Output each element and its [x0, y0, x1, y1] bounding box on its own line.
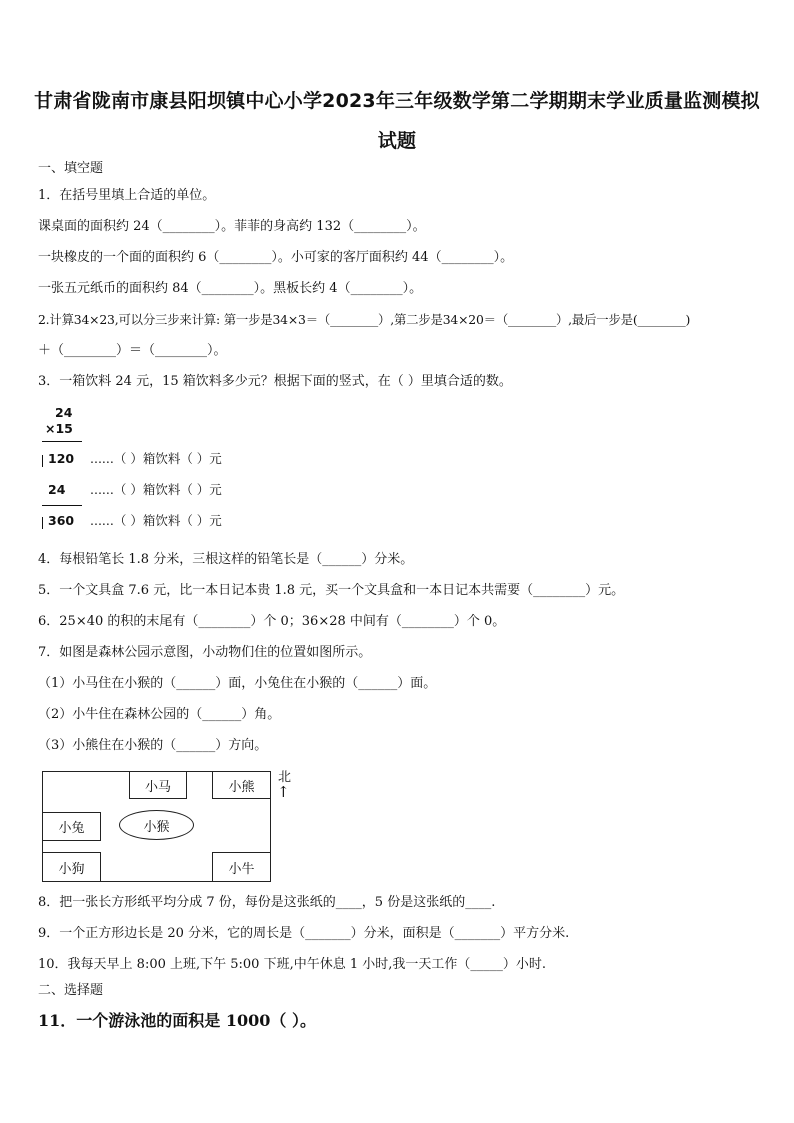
calc-rule-bottom [42, 505, 82, 506]
question-9: 9．一个正方形边长是 20 分米，它的周长是（_______）分米，面积是（_______）平方分米. [38, 926, 570, 941]
map-cell-monkey: 小猴 [119, 810, 194, 840]
question-7-sub-3: （3）小熊住在小猴的（______）方向。 [38, 738, 268, 753]
map-cell-cow: 小牛 [212, 852, 271, 882]
calc-multiplier: ×15 [45, 421, 73, 436]
question-2-line-2: ＋（________）＝（________）。 [38, 343, 227, 358]
calc-tick [42, 455, 43, 467]
question-3-stem: 3．一箱饮料 24 元，15 箱饮料多少元？根据下面的竖式，在（ ）里填合适的数。 [38, 374, 512, 389]
calc-multiplicand: 24 [55, 405, 73, 420]
page-title-line2: 试题 [377, 130, 417, 152]
map-cell-dog: 小狗 [42, 852, 101, 882]
calc-row-3-value: 360 [48, 513, 75, 528]
question-10: 10．我每天早上 8:00 上班,下午 5:00 下班,中午休息 1 小时,我一天工作（_____）小时. [38, 957, 547, 972]
page-title-line1: 甘肃省陇南市康县阳坝镇中心小学2023年三年级数学第二学期期末学业质量监测模拟 [34, 90, 760, 112]
question-6: 6．25×40 的积的末尾有（________）个 0；36×28 中间有（________）个 0。 [38, 614, 506, 629]
question-1-stem: 1．在括号里填上合适的单位。 [38, 188, 216, 203]
forest-park-map [42, 771, 271, 882]
calc-row-1-value: 120 [48, 451, 75, 466]
calc-row-3-text: ......（ ）箱饮料（ ）元 [90, 513, 222, 528]
question-2-line-1: 2.计算34×23,可以分三步来计算: 第一步是34×3＝（________）,第二步是34×20＝（________）,最后一步是(________) [38, 312, 691, 327]
question-7-sub-1: （1）小马住在小猴的（______）面，小兔住在小猴的（______）面。 [38, 676, 437, 691]
question-7-stem: 7．如图是森林公园示意图，小动物们住的位置如图所示。 [38, 645, 372, 660]
map-cell-bear: 小熊 [212, 771, 271, 799]
north-label: 北 [278, 770, 292, 785]
question-1-line-3: 一张五元纸币的面积约 84（________）。黑板长约 4（________）。 [38, 281, 423, 296]
calc-rule-top [42, 441, 82, 442]
question-8: 8．把一张长方形纸平均分成 7 份，每份是这张纸的____，5 份是这张纸的____. [38, 895, 496, 910]
calc-row-2-value: 24 [48, 482, 66, 497]
question-11: 11．一个游泳池的面积是 1000（ ）。 [38, 1011, 316, 1030]
question-5: 5．一个文具盒 7.6 元，比一本日记本贵 1.8 元，买一个文具盒和一本日记本共需要（________）元。 [38, 583, 625, 598]
calc-row-2-text: ......（ ）箱饮料（ ）元 [90, 482, 222, 497]
north-arrow-icon: ↑ [277, 783, 290, 801]
map-cell-horse: 小马 [129, 771, 187, 799]
section-fill-in: 一、填空题 [38, 161, 104, 176]
calc-tick-2 [42, 517, 43, 529]
question-4: 4．每根铅笔长 1.8 分米，三根这样的铅笔长是（______）分米。 [38, 552, 414, 567]
section-choice: 二、选择题 [38, 983, 104, 998]
question-1-line-1: 课桌面的面积约 24（________）。菲菲的身高约 132（________）。 [38, 219, 426, 234]
question-7-sub-2: （2）小牛住在森林公园的（______）角。 [38, 707, 281, 722]
calc-row-1-text: ......（ ）箱饮料（ ）元 [90, 451, 222, 466]
question-1-line-2: 一块橡皮的一个面的面积约 6（________）。小可家的客厅面积约 44（________）。 [38, 250, 514, 265]
map-cell-rabbit: 小兔 [42, 812, 101, 841]
